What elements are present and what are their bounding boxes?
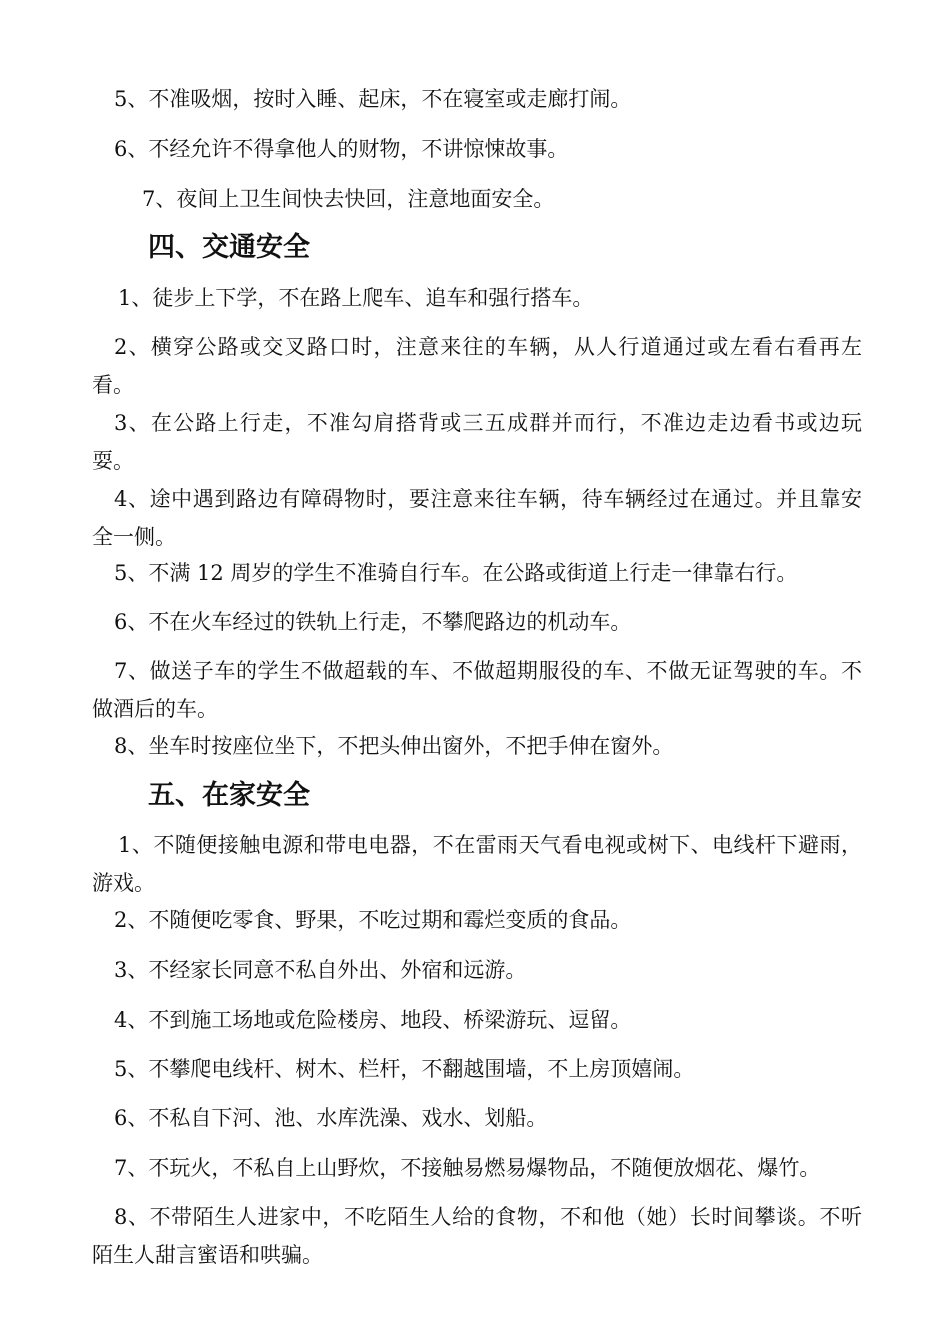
rule-item: 2、横穿公路或交叉路口时，注意来往的车辆，从人行道通过或左看右看再左看。 xyxy=(92,335,862,397)
rule-item: 7、做送子车的学生不做超载的车、不做超期服役的车、不做无证驾驶的车。不做酒后的车。 xyxy=(92,659,862,721)
rule-item: 4、途中遇到路边有障碍物时，要注意来往车辆，待车辆经过在通过。并且靠安全一侧。 xyxy=(92,487,862,549)
rule-item: 6、不私自下河、池、水库洗澡、戏水、划船。 xyxy=(114,1106,548,1130)
section-heading-traffic-safety: 四、交通安全 xyxy=(148,232,310,263)
rule-item: 5、不满 12 周岁的学生不准骑自行车。在公路或街道上行走一律靠右行。 xyxy=(114,561,798,585)
rule-item: 8、坐车时按座位坐下，不把头伸出窗外，不把手伸在窗外。 xyxy=(114,734,674,758)
rule-item: 4、不到施工场地或危险楼房、地段、桥梁游玩、逗留。 xyxy=(114,1008,632,1032)
rule-item: 3、在公路上行走，不准勾肩搭背或三五成群并而行，不准边走边看书或边玩耍。 xyxy=(92,411,862,473)
rule-item: 7、不玩火，不私自上山野炊，不接触易燃易爆物品，不随便放烟花、爆竹。 xyxy=(114,1156,821,1180)
section-heading-home-safety: 五、在家安全 xyxy=(148,780,310,811)
rule-item: 3、不经家长同意不私自外出、外宿和远游。 xyxy=(114,958,527,982)
rule-item: 6、不在火车经过的铁轨上行走，不攀爬路边的机动车。 xyxy=(114,610,632,634)
rule-item: 1、徒步上下学，不在路上爬车、追车和强行搭车。 xyxy=(118,286,594,310)
rule-item: 5、不准吸烟，按时入睡、起床，不在寝室或走廊打闹。 xyxy=(114,87,632,111)
rule-item: 7、夜间上卫生间快去快回，注意地面安全。 xyxy=(142,187,555,211)
rule-item: 5、不攀爬电线杆、树木、栏杆，不翻越围墙，不上房顶嬉闹。 xyxy=(114,1057,695,1081)
rule-item: 8、不带陌生人进家中，不吃陌生人给的食物，不和他（她）长时间攀谈。不听陌生人甜言蜜语和哄骗。 xyxy=(92,1205,862,1267)
rule-item: 2、不随便吃零食、野果，不吃过期和霉烂变质的食品。 xyxy=(114,908,632,932)
rule-item: 6、不经允许不得拿他人的财物，不讲惊悚故事。 xyxy=(114,137,569,161)
rule-item: 1、不随便接触电源和带电电器，不在雷雨天气看电视或树下、电线杆下避雨，游戏。 xyxy=(92,833,862,895)
